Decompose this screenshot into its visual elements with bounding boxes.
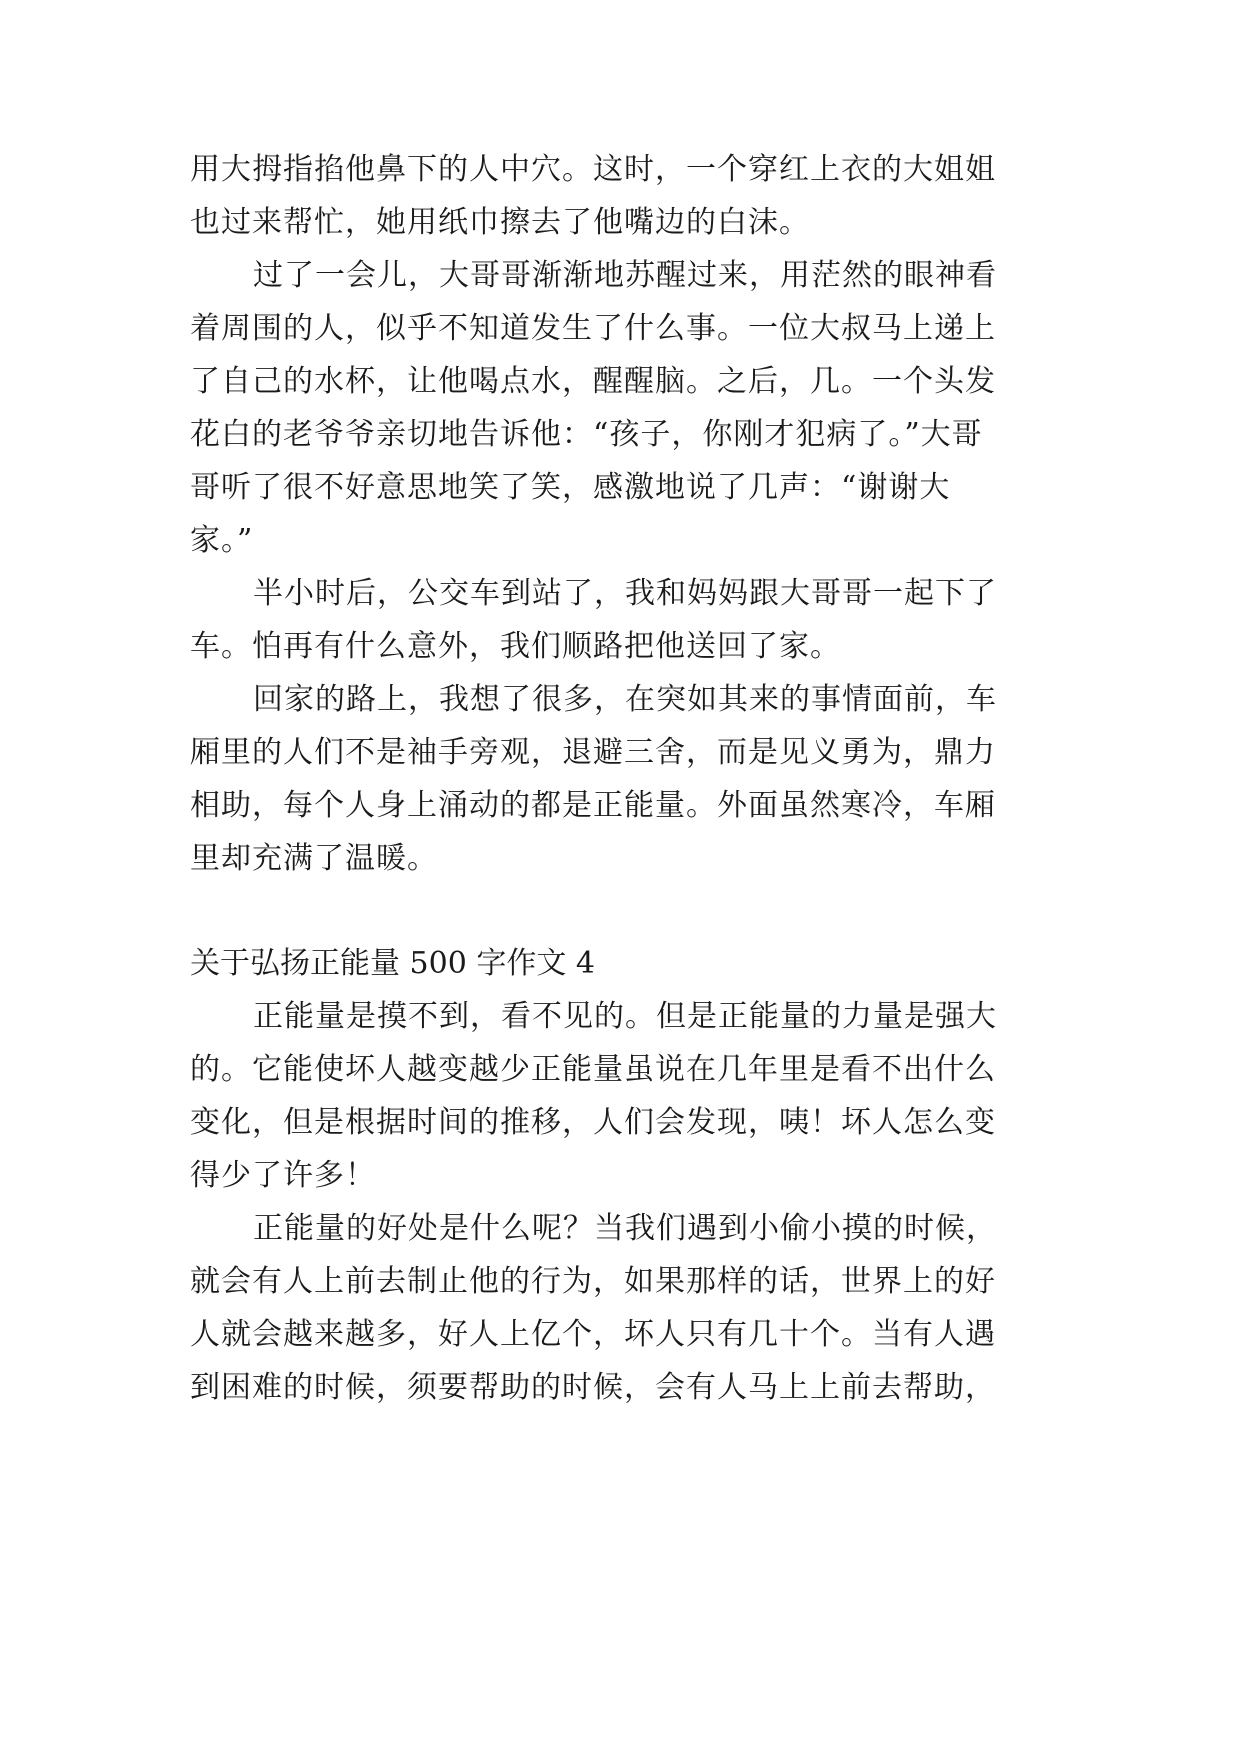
body-line: 厢里的人们不是袖手旁观，退避三舍，而是见义勇为，鼎力 <box>190 735 996 770</box>
body-line: 也过来帮忙，她用纸巾擦去了他嘴边的白沫。 <box>190 205 810 240</box>
paragraph-first-line: 正能量的好处是什么呢？当我们遇到小偷小摸的时候， <box>253 1211 997 1246</box>
body-line: 人就会越来越多，好人上亿个，坏人只有几十个。当有人遇 <box>190 1317 996 1352</box>
body-line: 家。” <box>190 523 254 558</box>
body-line: 得少了许多！ <box>190 1158 376 1193</box>
body-line: 的。它能使坏人越变越少正能量虽说在几年里是看不出什么 <box>190 1052 996 1087</box>
paragraph-first-line: 回家的路上，我想了很多，在突如其来的事情面前，车 <box>253 682 997 717</box>
paragraph-first-line: 正能量是摸不到，看不见的。但是正能量的力量是强大 <box>253 999 997 1034</box>
paragraph-first-line: 半小时后，公交车到站了，我和妈妈跟大哥哥一起下了 <box>253 576 997 611</box>
body-line: 哥听了很不好意思地笑了笑，感激地说了几声：“谢谢大 <box>190 470 951 505</box>
body-line: 用大拇指掐他鼻下的人中穴。这时，一个穿红上衣的大姐姐 <box>190 152 996 187</box>
body-line: 车。怕再有什么意外，我们顺路把他送回了家。 <box>190 629 841 664</box>
body-line: 就会有人上前去制止他的行为，如果那样的话，世界上的好 <box>190 1264 996 1299</box>
body-line: 花白的老爷爷亲切地告诉他：“孩子，你刚才犯病了。”大哥 <box>190 417 983 452</box>
body-line: 了自己的水杯，让他喝点水，醒醒脑。之后，几。一个头发 <box>190 364 996 399</box>
section-heading: 关于弘扬正能量 500 字作文 4 <box>190 946 595 981</box>
paragraph-first-line: 过了一会儿，大哥哥渐渐地苏醒过来，用茫然的眼神看 <box>253 258 997 293</box>
body-line: 相助，每个人身上涌动的都是正能量。外面虽然寒冷，车厢 <box>190 788 996 823</box>
body-line: 到困难的时候，须要帮助的时候，会有人马上上前去帮助， <box>190 1370 996 1405</box>
body-line: 着周围的人，似乎不知道发生了什么事。一位大叔马上递上 <box>190 311 996 346</box>
body-line: 里却充满了温暖。 <box>190 841 438 876</box>
body-line: 变化，但是根据时间的推移，人们会发现，咦！坏人怎么变 <box>190 1105 996 1140</box>
